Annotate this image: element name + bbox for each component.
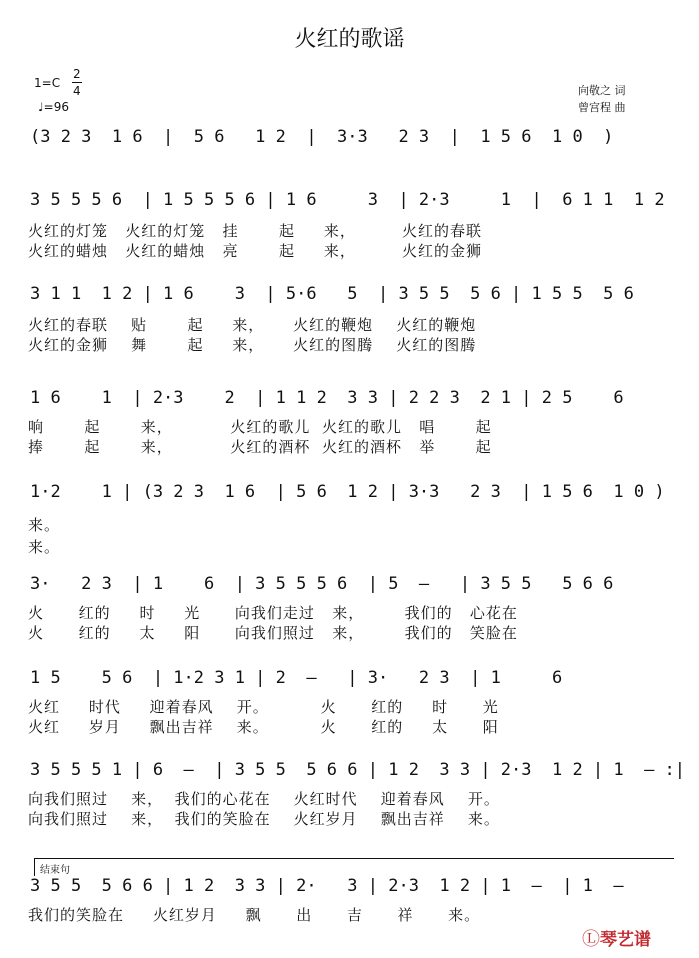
score-row-3 <box>30 284 662 316</box>
lyrics-row-8b <box>28 808 668 828</box>
lyrics-row-7b <box>28 716 668 736</box>
lyric-line: 向我们照过 来， 我们的笑脸在 火红岁月 飘出吉祥 来。 <box>28 810 500 828</box>
notation-line: 3· 2 3 | 1 6 | 3 5 5 5 6 | 5 – | 3 5 5 5 6 6 <box>30 574 614 594</box>
lyrics-row-9a <box>28 904 668 924</box>
lyrics-row-3a <box>28 314 668 334</box>
lyrics-row-6b <box>28 622 668 642</box>
lyric-line: 火红的金狮 舞 起 来， 火红的图腾 火红的图腾 <box>28 336 477 354</box>
lyric-line: 来。 <box>28 516 61 534</box>
notation-line: 3 5 5 5 1 | 6 – | 3 5 5 5 6 6 | 1 2 3 3 | 2·3 1 2 | 1 – :| <box>30 760 686 780</box>
time-signature-top: 2 <box>73 67 81 81</box>
song-title: 火红的歌谣 <box>294 27 405 52</box>
lyricist-credit: 向敬之 词 <box>578 84 626 97</box>
lyric-line: 响 起 来， 火红的歌儿 火红的歌儿 唱 起 <box>28 418 492 436</box>
lyrics-row-6a <box>28 602 668 622</box>
lyric-line: 火 红的 太 阳 向我们照过 来， 我们的 笑脸在 <box>28 624 518 642</box>
ending-label: 结束句 <box>40 865 70 876</box>
lyric-line: 火红的蜡烛 火红的蜡烛 亮 起 来， 火红的金狮 <box>28 242 482 260</box>
lyrics-row-8a <box>28 788 668 808</box>
lyrics-row-7a <box>28 696 668 716</box>
lyric-line: 向我们照过 来， 我们的心花在 火红时代 迎着春风 开。 <box>28 790 500 808</box>
brand-logo-icon: Ⓛ <box>582 929 600 950</box>
tempo-marking: ♩=96 <box>38 100 69 114</box>
lyric-line: 火红的灯笼 火红的灯笼 挂 起 来， 火红的春联 <box>28 222 482 240</box>
lyrics-row-4b <box>28 436 668 456</box>
lyrics-row-3b <box>28 334 668 354</box>
score-row-1 <box>30 127 662 159</box>
lyric-line: 火 红的 时 光 向我们走过 来， 我们的 心花在 <box>28 604 518 622</box>
lyric-line: 火红 岁月 飘出吉祥 来。 火 红的 太 阳 <box>28 718 499 736</box>
notation-line: 1 5 5 6 | 1·2 3 1 | 2 – | 3· 2 3 | 1 6 <box>30 668 563 688</box>
ending-bracket <box>34 858 35 876</box>
score-row-5 <box>30 482 665 514</box>
score-row-2 <box>30 190 665 222</box>
notation-line: 1 6 1 | 2·3 2 | 1 1 2 3 3 | 2 2 3 2 1 | 2 5 6 <box>30 388 624 408</box>
lyric-line: 来。 <box>28 538 61 556</box>
time-signature-bottom: 4 <box>73 84 81 98</box>
notation-line: 3 5 5 5 6 6 | 1 2 3 3 | 2· 3 | 2·3 1 2 | 1 – | 1 – <box>30 876 624 896</box>
brand-logo-text: 琴艺谱 <box>600 930 651 950</box>
composer-credit: 曾宫程 曲 <box>578 101 626 114</box>
notation-line: 3 5 5 5 6 | 1 5 5 5 6 | 1 6 3 | 2·3 1 | 6 1 1 1 2 <box>30 190 665 210</box>
credits <box>578 82 626 116</box>
lyric-line: 火红 时代 迎着春风 开。 火 红的 时 光 <box>28 698 499 716</box>
lyric-line: 捧 起 来， 火红的酒杯 火红的酒杯 举 起 <box>28 438 492 456</box>
key-signature: 1=C <box>34 76 61 90</box>
notation-line: 1·2 1 | (3 2 3 1 6 | 5 6 1 2 | 3·3 2 3 | 1 5 6 1 0 ) <box>30 482 665 502</box>
lyrics-row-5a <box>28 514 668 534</box>
lyrics-row-2a <box>28 220 668 240</box>
time-signature-line <box>72 82 82 83</box>
lyrics-row-5b <box>28 536 668 556</box>
ending-bracket-top <box>34 858 674 859</box>
notation-line: (3 2 3 1 6 | 5 6 1 2 | 3·3 2 3 | 1 5 6 1 0 ) <box>30 127 614 147</box>
lyrics-row-4a <box>28 416 668 436</box>
lyrics-row-2b <box>28 240 668 260</box>
lyric-line: 火红的春联 贴 起 来， 火红的鞭炮 火红的鞭炮 <box>28 316 477 334</box>
notation-line: 3 1 1 1 2 | 1 6 3 | 5·6 5 | 3 5 5 5 6 | 1 5 5 5 6 <box>30 284 634 304</box>
lyric-line: 我们的笑脸在 火红岁月 飘 出 吉 祥 来。 <box>28 906 481 924</box>
